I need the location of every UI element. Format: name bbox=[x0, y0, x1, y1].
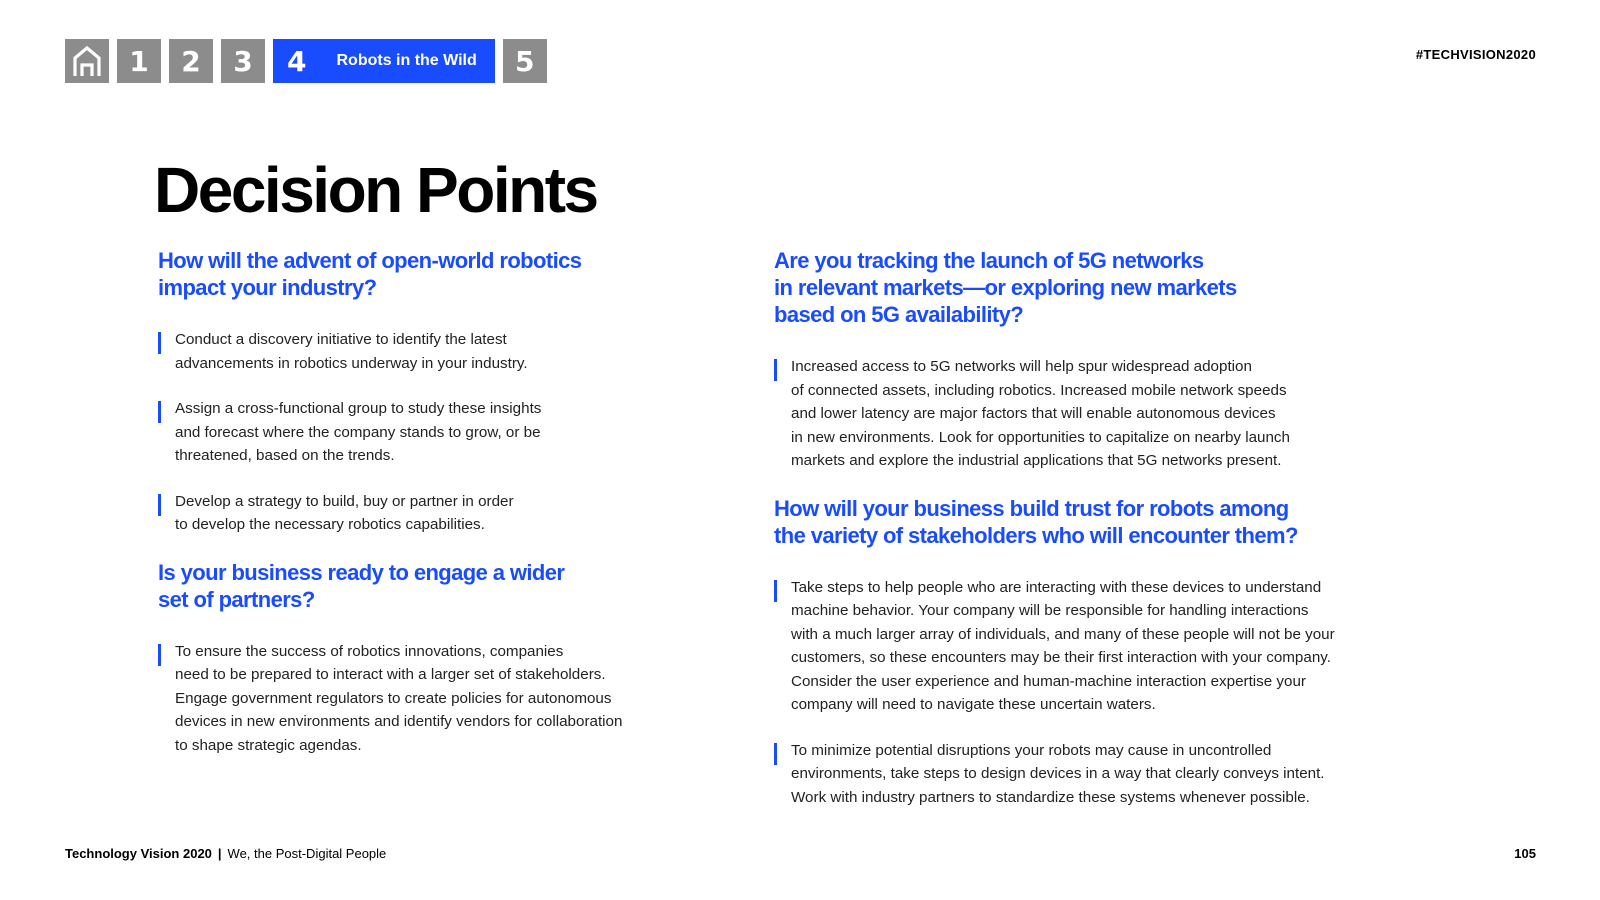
page-title: Decision Points bbox=[154, 154, 597, 226]
question-block bbox=[774, 495, 1394, 810]
question-block bbox=[774, 247, 1394, 473]
question-heading: How will the advent of open-world robotics impact your industry? bbox=[158, 248, 582, 300]
point-text: Assign a cross-functional group to study these insights and forecast where the company stands to grow, or be threatened, based on the trends. bbox=[175, 400, 542, 464]
left-column bbox=[158, 247, 698, 779]
tab-number: 1 bbox=[129, 44, 149, 78]
house-icon bbox=[72, 45, 102, 77]
decision-point bbox=[158, 640, 698, 758]
point-text: Conduct a discovery initiative to identify the latest advancements in robotics underway in your industry. bbox=[175, 331, 528, 372]
tab-number: 3 bbox=[233, 44, 253, 78]
footer bbox=[65, 846, 386, 861]
point-text: To ensure the success of robotics innovations, companies need to be prepared to interact with a larger set of stakeholders. Engage government regulators to create policies for autonomous devices in new environments and identify vendors for collaboration to shape strategic agendas. bbox=[175, 642, 623, 754]
tab-number: 4 bbox=[287, 44, 307, 78]
accent-bar bbox=[774, 359, 777, 381]
point-text: Develop a strategy to build, buy or partner in order to develop the necessary robotics capabilities. bbox=[175, 492, 514, 533]
tab-chapter-5[interactable] bbox=[503, 39, 547, 83]
decision-point bbox=[158, 490, 698, 537]
tab-chapter-2[interactable] bbox=[169, 39, 213, 83]
question-heading: Is your business ready to engage a wider set of partners? bbox=[158, 559, 565, 612]
decision-point bbox=[774, 576, 1394, 717]
tab-chapter-1[interactable] bbox=[117, 39, 161, 83]
point-text: Increased access to 5G networks will help spur widespread adoption of connected assets, including robotics. Increased mobile network speeds and lower latency are major factors that will enable autonomous devices in new environments. Look for opportunities to capitalize on nearby launch markets and explore the industrial applications that 5G networks present. bbox=[791, 358, 1290, 469]
accent-bar bbox=[158, 644, 161, 666]
decision-point bbox=[158, 328, 698, 375]
tab-number: 2 bbox=[181, 44, 201, 78]
tab-chapter-4-active[interactable] bbox=[273, 39, 495, 83]
hashtag: #TECHVISION2020 bbox=[1415, 47, 1536, 62]
decision-point bbox=[774, 355, 1394, 473]
publication-subtitle: We, the Post-Digital People bbox=[227, 846, 387, 861]
tab-number: 5 bbox=[515, 44, 535, 78]
point-text: To minimize potential disruptions your robots may cause in uncontrolled environments, take steps to design devices in a way that clearly conveys intent. Work with industry partners to standardize these systems whenever possible. bbox=[791, 741, 1325, 806]
footer-separator: | bbox=[217, 846, 222, 861]
accent-bar bbox=[158, 401, 161, 423]
publication-name: Technology Vision 2020 bbox=[65, 846, 212, 861]
accent-bar bbox=[158, 332, 161, 354]
accent-bar bbox=[158, 494, 161, 516]
accent-bar bbox=[774, 743, 777, 765]
chapter-nav bbox=[65, 39, 547, 83]
home-tab[interactable] bbox=[65, 39, 109, 83]
point-text: Take steps to help people who are interacting with these devices to understand machine behavior. Your company will be responsible for handling interactions with a much larger array of individuals, and many of these people will not be your customers, so these encounters may be their first interaction with your company. Consider the user experience and human-machine interaction expertise your company will need to navigate these uncertain waters. bbox=[791, 578, 1335, 713]
tab-label: Robots in the Wild bbox=[336, 52, 477, 69]
decision-point bbox=[774, 739, 1394, 810]
tab-chapter-3[interactable] bbox=[221, 39, 265, 83]
decision-point bbox=[158, 397, 698, 468]
right-column bbox=[774, 247, 1394, 831]
page-number: 105 bbox=[1514, 846, 1536, 861]
accent-bar bbox=[774, 580, 777, 602]
question-heading: How will your business build trust for robots among the variety of stakeholders who will encounter them? bbox=[774, 495, 1298, 548]
question-block bbox=[158, 559, 698, 758]
question-block bbox=[158, 247, 698, 537]
question-heading: Are you tracking the launch of 5G networks in relevant markets—or exploring new markets based on 5G availability? bbox=[774, 248, 1237, 327]
